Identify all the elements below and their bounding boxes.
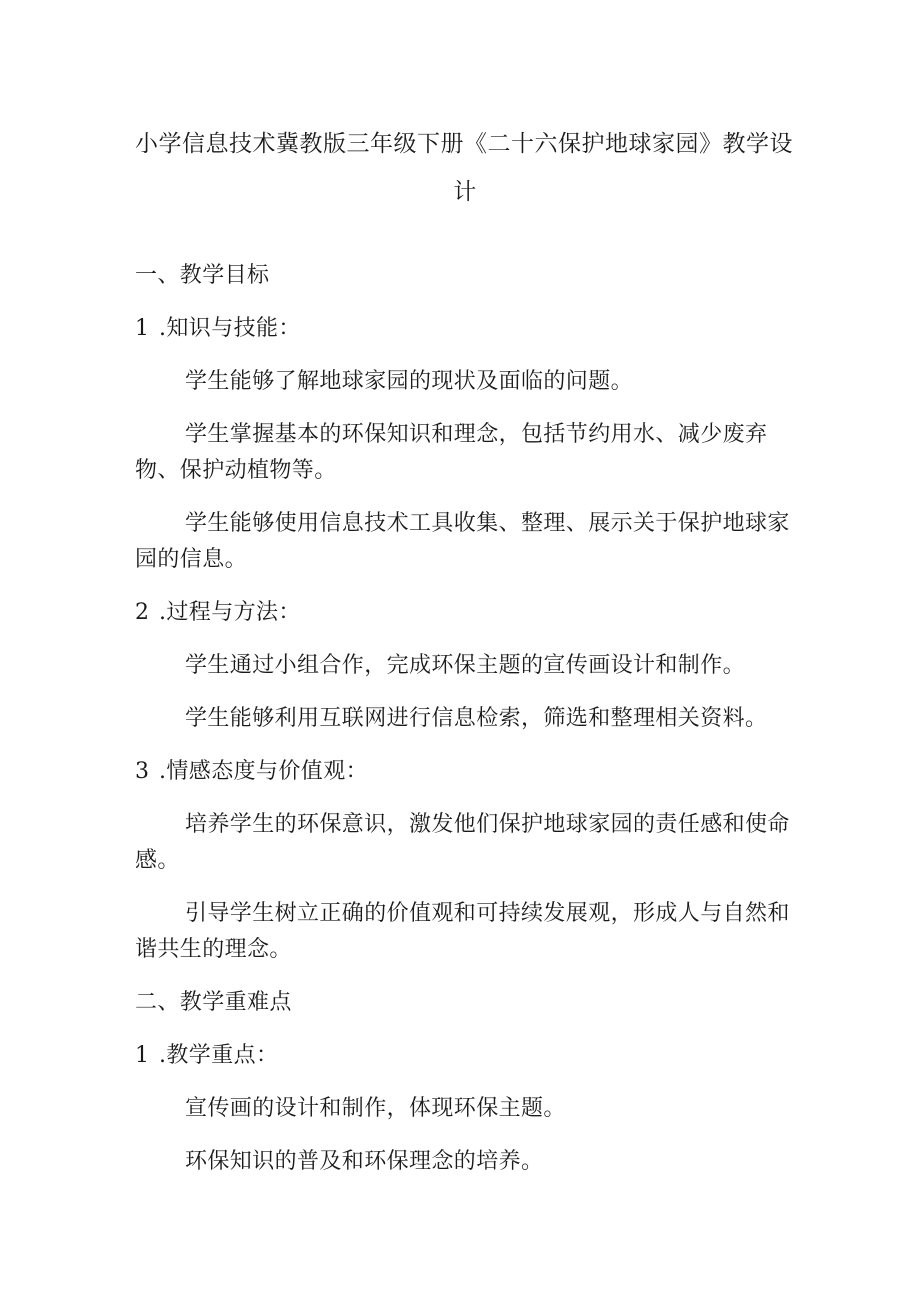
section-heading-key-points: 二、教学重难点 [135,990,292,1015]
subheading-knowledge-skills [135,311,795,347]
paragraph: 学生掌握基本的环保知识和理念，包括节约用水、减少废弃物、保护动植物等。 [135,422,768,483]
paragraph: 培养学生的环保意识，激发他们保护地球家园的责任感和使命感。 [135,812,790,873]
subheading-label: .知识与技能： [159,316,301,341]
paragraph: 宣传画的设计和制作，体现环保主题。 [185,1096,566,1121]
paragraph: 学生能够利用互联网进行信息检索，筛选和整理相关资料。 [185,706,768,731]
paragraph: 学生能够了解地球家园的现状及面临的问题。 [185,369,634,394]
subheading-label: .教学重点： [159,1043,279,1068]
subheading-number: 1 [135,316,150,341]
subheading-label: .情感态度与价值观： [159,759,368,784]
subheading-process-methods [135,595,795,631]
document-title [135,120,795,216]
paragraph: 引导学生树立正确的价值观和可持续发展观，形成人与自然和谐共生的理念。 [135,901,790,962]
subheading-label: .过程与方法： [159,600,301,625]
subheading-emotion-values [135,754,795,790]
subheading-number: 1 [135,1043,150,1068]
paragraph: 学生能够使用信息技术工具收集、整理、展示关于保护地球家园的信息。 [135,511,790,572]
title-line-2: 计 [453,179,477,205]
subheading-number: 2 [135,600,150,625]
document-body [135,258,795,1197]
title-line-1: 小学信息技术冀教版三年级下册《二十六保护地球家园》教学设 [135,131,793,157]
section-heading-objectives: 一、教学目标 [135,263,270,288]
subheading-number: 3 [135,759,150,784]
paragraph: 学生通过小组合作，完成环保主题的宣传画设计和制作。 [185,653,746,678]
subheading-teaching-focus [135,1038,795,1074]
paragraph: 环保知识的普及和环保理念的培养。 [185,1149,544,1174]
